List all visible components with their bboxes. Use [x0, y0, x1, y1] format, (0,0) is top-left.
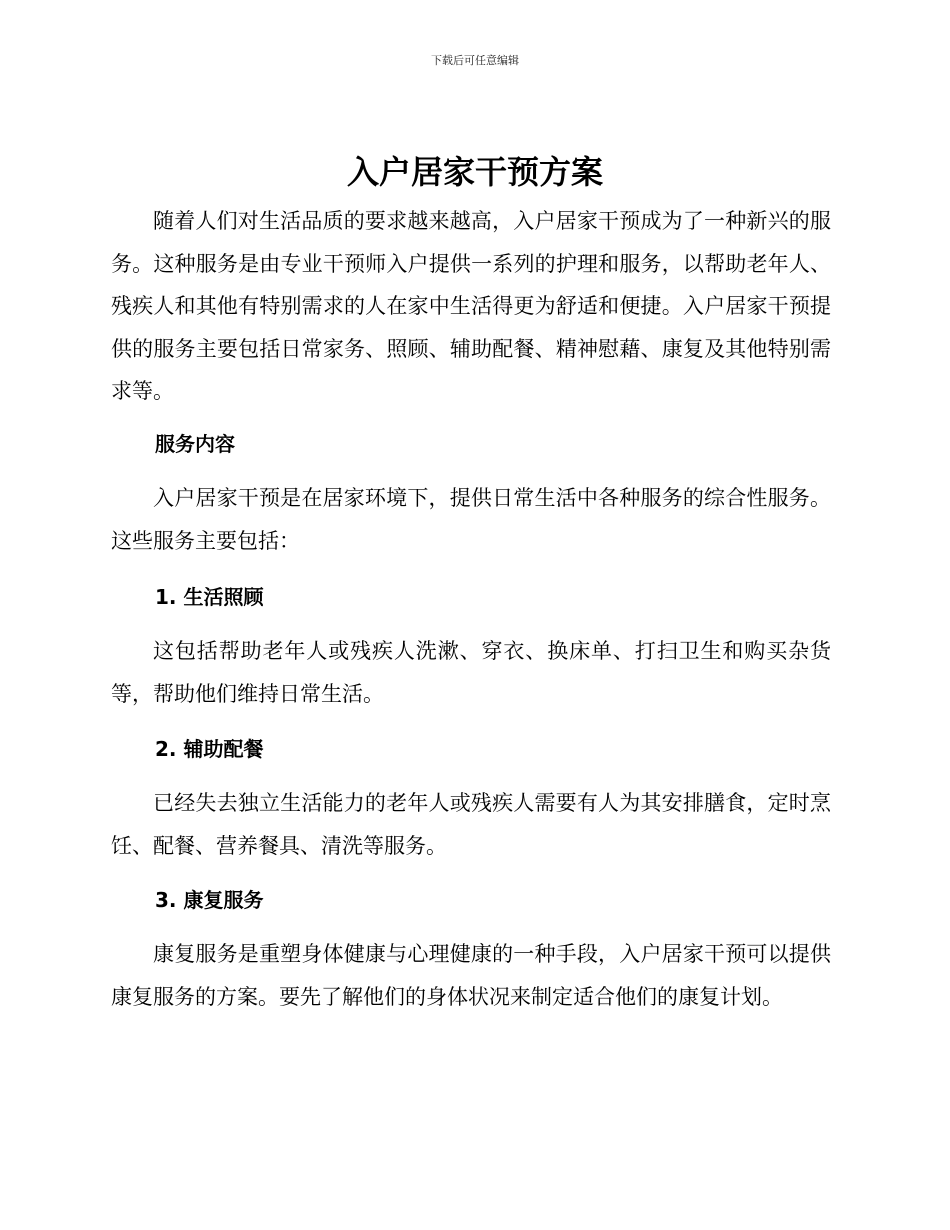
item-paragraph-2: 已经失去独立生活能力的老年人或残疾人需要有人为其安排膳食，定时烹饪、配餐、营养餐具、清洗等服务。: [111, 791, 831, 858]
item-heading-1: 1. 生活照顾: [155, 585, 264, 609]
item-paragraph-1: 这包括帮助老年人或残疾人洗漱、穿衣、换床单、打扫卫生和购买杂货等，帮助他们维持日常生活。: [111, 639, 831, 706]
intro-paragraph: 随着人们对生活品质的要求越来越高，入户居家干预成为了一种新兴的服务。这种服务是由专业干预师入户提供一系列的护理和服务，以帮助老年人、残疾人和其他有特别需求的人在家中生活得更为舒适和便捷。入户居家干预提供的服务主要包括日常家务、照顾、辅助配餐、精神慰藉、康复及其他特别需求等。: [111, 209, 831, 403]
item-paragraph-3: 康复服务是重塑身体健康与心理健康的一种手段，入户居家干预可以提供康复服务的方案。要先了解他们的身体状况来制定适合他们的康复计划。: [111, 942, 831, 1009]
item-heading-2: 2. 辅助配餐: [155, 737, 264, 761]
document-title: 入户居家干预方案: [346, 153, 603, 191]
page-header: 下载后可任意编辑: [431, 54, 519, 67]
item-heading-3: 3. 康复服务: [155, 888, 264, 912]
section-heading: 服务内容: [155, 432, 235, 456]
section-intro-paragraph: 入户居家干预是在居家环境下，提供日常生活中各种服务的综合性服务。这些服务主要包括：: [111, 486, 831, 553]
